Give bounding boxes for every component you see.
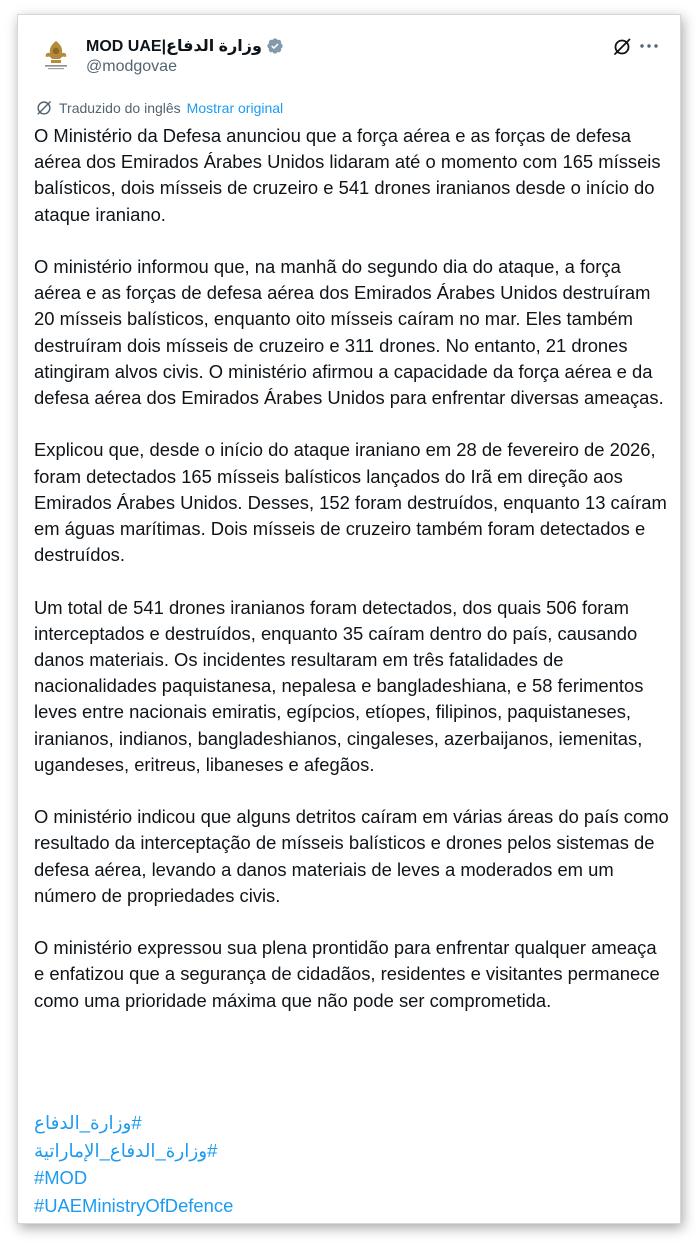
hashtag-link[interactable]: #MOD xyxy=(34,1167,88,1188)
translation-notice xyxy=(35,99,283,117)
translate-icon xyxy=(35,99,53,117)
post-paragraph: O ministério informou que, na manhã do segundo dia do ataque, a força aérea e as forças de defesa aérea dos Emirados Árabes Unidos destruíram 20 mísseis balísticos, enquanto oito mísseis caíram no mar. Eles também destruíram dois mísseis de cruzeiro e 311 drones. No entanto, 21 drones atingiram alvos civis. O ministério afirmou a capacidade da força aérea e da defesa aérea dos Emirados Árabes Unidos para enfrentar diversas ameaças. xyxy=(34,256,664,409)
grok-icon[interactable] xyxy=(612,37,632,57)
post-paragraph: Explicou que, desde o início do ataque iraniano em 28 de fevereiro de 2026, foram detectados 165 mísseis balísticos lançados do Irã em direção aos Emirados Árabes Unidos. Desses, 152 foram destruídos, enquanto 13 caíram em águas marítimas. Dois mísseis de cruzeiro também foram detectados e destruídos. xyxy=(34,439,667,566)
post-text xyxy=(34,123,670,1040)
translation-note: Traduzido do inglês xyxy=(59,100,181,116)
avatar[interactable] xyxy=(35,35,77,77)
verified-badge-icon[interactable] xyxy=(266,37,284,55)
user-handle[interactable]: @modgovae xyxy=(86,58,177,75)
display-name-row[interactable] xyxy=(86,35,284,57)
more-icon[interactable] xyxy=(638,35,660,57)
post-paragraph: O ministério indicou que alguns detritos caíram em várias áreas do país como resultado da interceptação de mísseis balísticos e drones pelos sistemas de defesa aérea, levando a danos materiais de leves a moderados em um número de propriedades civis. xyxy=(34,806,669,906)
show-original-link[interactable]: Mostrar original xyxy=(186,100,284,116)
display-name[interactable]: وزارة الدفاع|MOD UAE xyxy=(86,38,262,55)
hashtag-link[interactable]: #وزارة_الدفاع_الإماراتية xyxy=(34,1139,218,1161)
hashtag-list xyxy=(34,1109,233,1219)
post-paragraph: Um total de 541 drones iranianos foram detectados, dos quais 506 foram interceptados e destruídos, enquanto 35 caíram dentro do país, causando danos materiais. Os incidentes resultaram em três fatalidades de nacionalidades paquistanesa, nepalesa e bangladeshiana, e 58 ferimentos leves entre nacionais emiratis, egípcios, etíopes, filipinos, paquistaneses, iranianos, indianos, bangladeshianos, cingaleses, azerbaijanos, iemenitas, ugandeses, eritreus, libaneses e afegãos. xyxy=(34,596,644,775)
post-paragraph: O ministério expressou sua plena prontidão para enfrentar qualquer ameaça e enfatizou que a segurança de cidadãos, residentes e visitantes permanece como uma prioridade máxima que não pode ser comprometida. xyxy=(34,937,660,1011)
hashtag-link[interactable]: #وزارة_الدفاع xyxy=(34,1112,142,1133)
post-header xyxy=(18,15,680,85)
hashtag-link[interactable]: #UAEMinistryOfDefence xyxy=(34,1194,234,1216)
ministry-emblem-icon xyxy=(35,35,77,77)
post-paragraph: O Ministério da Defesa anunciou que a força aérea e as forças de defesa aérea dos Emirados Árabes Unidos lidaram até o momento com 165 mísseis balísticos, dois mísseis de cruzeiro e 541 drones iranianos desde o início do ataque iraniano. xyxy=(34,125,661,225)
post-card[interactable] xyxy=(17,14,681,1224)
